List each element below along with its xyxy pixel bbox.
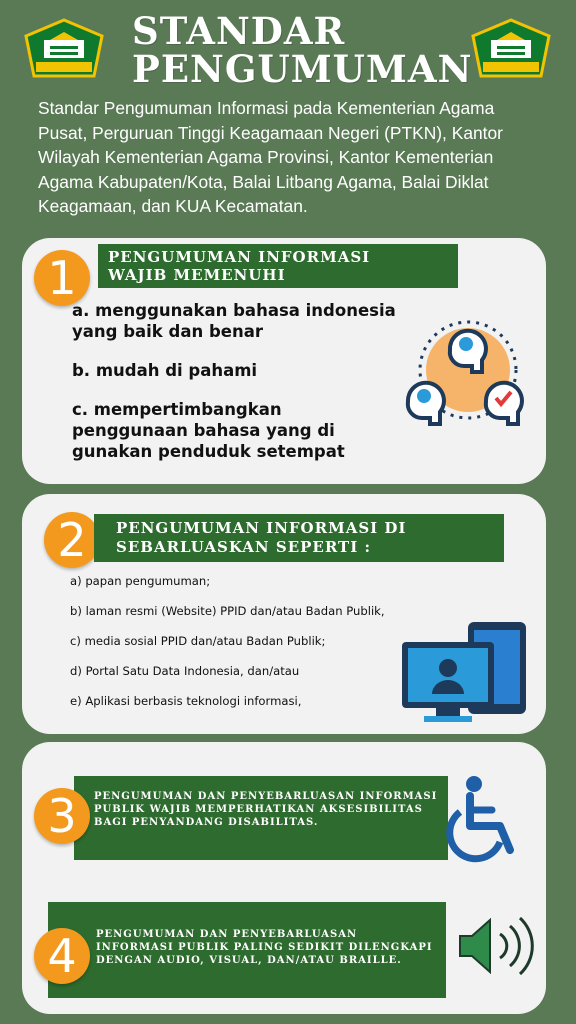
wheelchair-icon [446, 774, 532, 864]
people-discussion-icon [402, 306, 532, 436]
speaker-icon [456, 910, 536, 982]
section-2-heading-line-2: SEBARLUASKAN SEPERTI : [116, 538, 371, 556]
list-item: c) media sosial PPID dan/atau Badan Publik; [70, 634, 326, 648]
section-1-heading-line-2: WAJIB MEMENUHI [108, 266, 286, 284]
section-4-number: 4 [34, 928, 90, 984]
section-2-heading [94, 514, 504, 562]
devices-icon [402, 620, 528, 726]
title-line-1: STANDAR [132, 9, 346, 53]
section-1-number: 1 [34, 250, 90, 306]
list-item: b) laman resmi (Website) PPID dan/atau Badan Publik, [70, 604, 385, 618]
list-item: b. mudah di pahami [72, 361, 258, 380]
title-line-2: PENGUMUMAN [132, 47, 473, 91]
section-1-heading-line-1: PENGUMUMAN INFORMASI [108, 248, 371, 266]
section-3-number: 3 [34, 788, 90, 844]
intro-text: Standar Pengumuman Informasi pada Kementerian Agama Pusat, Perguruan Tinggi Keagamaan Negeri (PTKN), Kantor Wilayah Kementerian Agama Provinsi, Kantor Kementerian Agama Kabupaten/Kota, Balai Litbang Agama, Balai Diklat Keagamaan, dan KUA Kecamatan. [38, 98, 503, 216]
section-1-list [72, 300, 402, 480]
kemenag-logo-right [469, 18, 553, 84]
kemenag-logo-left [22, 18, 106, 84]
list-item: a. menggunakan bahasa indonesia yang baik dan benar [72, 301, 396, 341]
list-item: a) papan pengumuman; [70, 574, 211, 588]
section-1-heading [98, 244, 458, 288]
page-title [132, 9, 473, 91]
section-3-text: PENGUMUMAN DAN PENYEBARLUASAN INFORMASI PUBLIK WAJIB MEMPERHATIKAN AKSESIBILITAS BAGI PENYANDANG DISABILITAS. [74, 776, 448, 860]
section-2-heading-line-1: PENGUMUMAN INFORMASI DI [116, 519, 407, 537]
section-2-number: 2 [44, 512, 100, 568]
list-item: c. mempertimbangkan penggunaan bahasa yang di gunakan penduduk setempat [72, 400, 345, 461]
list-item: d) Portal Satu Data Indonesia, dan/atau [70, 664, 300, 678]
list-item: e) Aplikasi berbasis teknologi informasi, [70, 694, 302, 708]
section-4-text: PENGUMUMAN DAN PENYEBARLUASAN INFORMASI PUBLIK PALING SEDIKIT DILENGKAPI DENGAN AUDIO, VISUAL, DAN/ATAU BRAILLE. [48, 902, 446, 998]
